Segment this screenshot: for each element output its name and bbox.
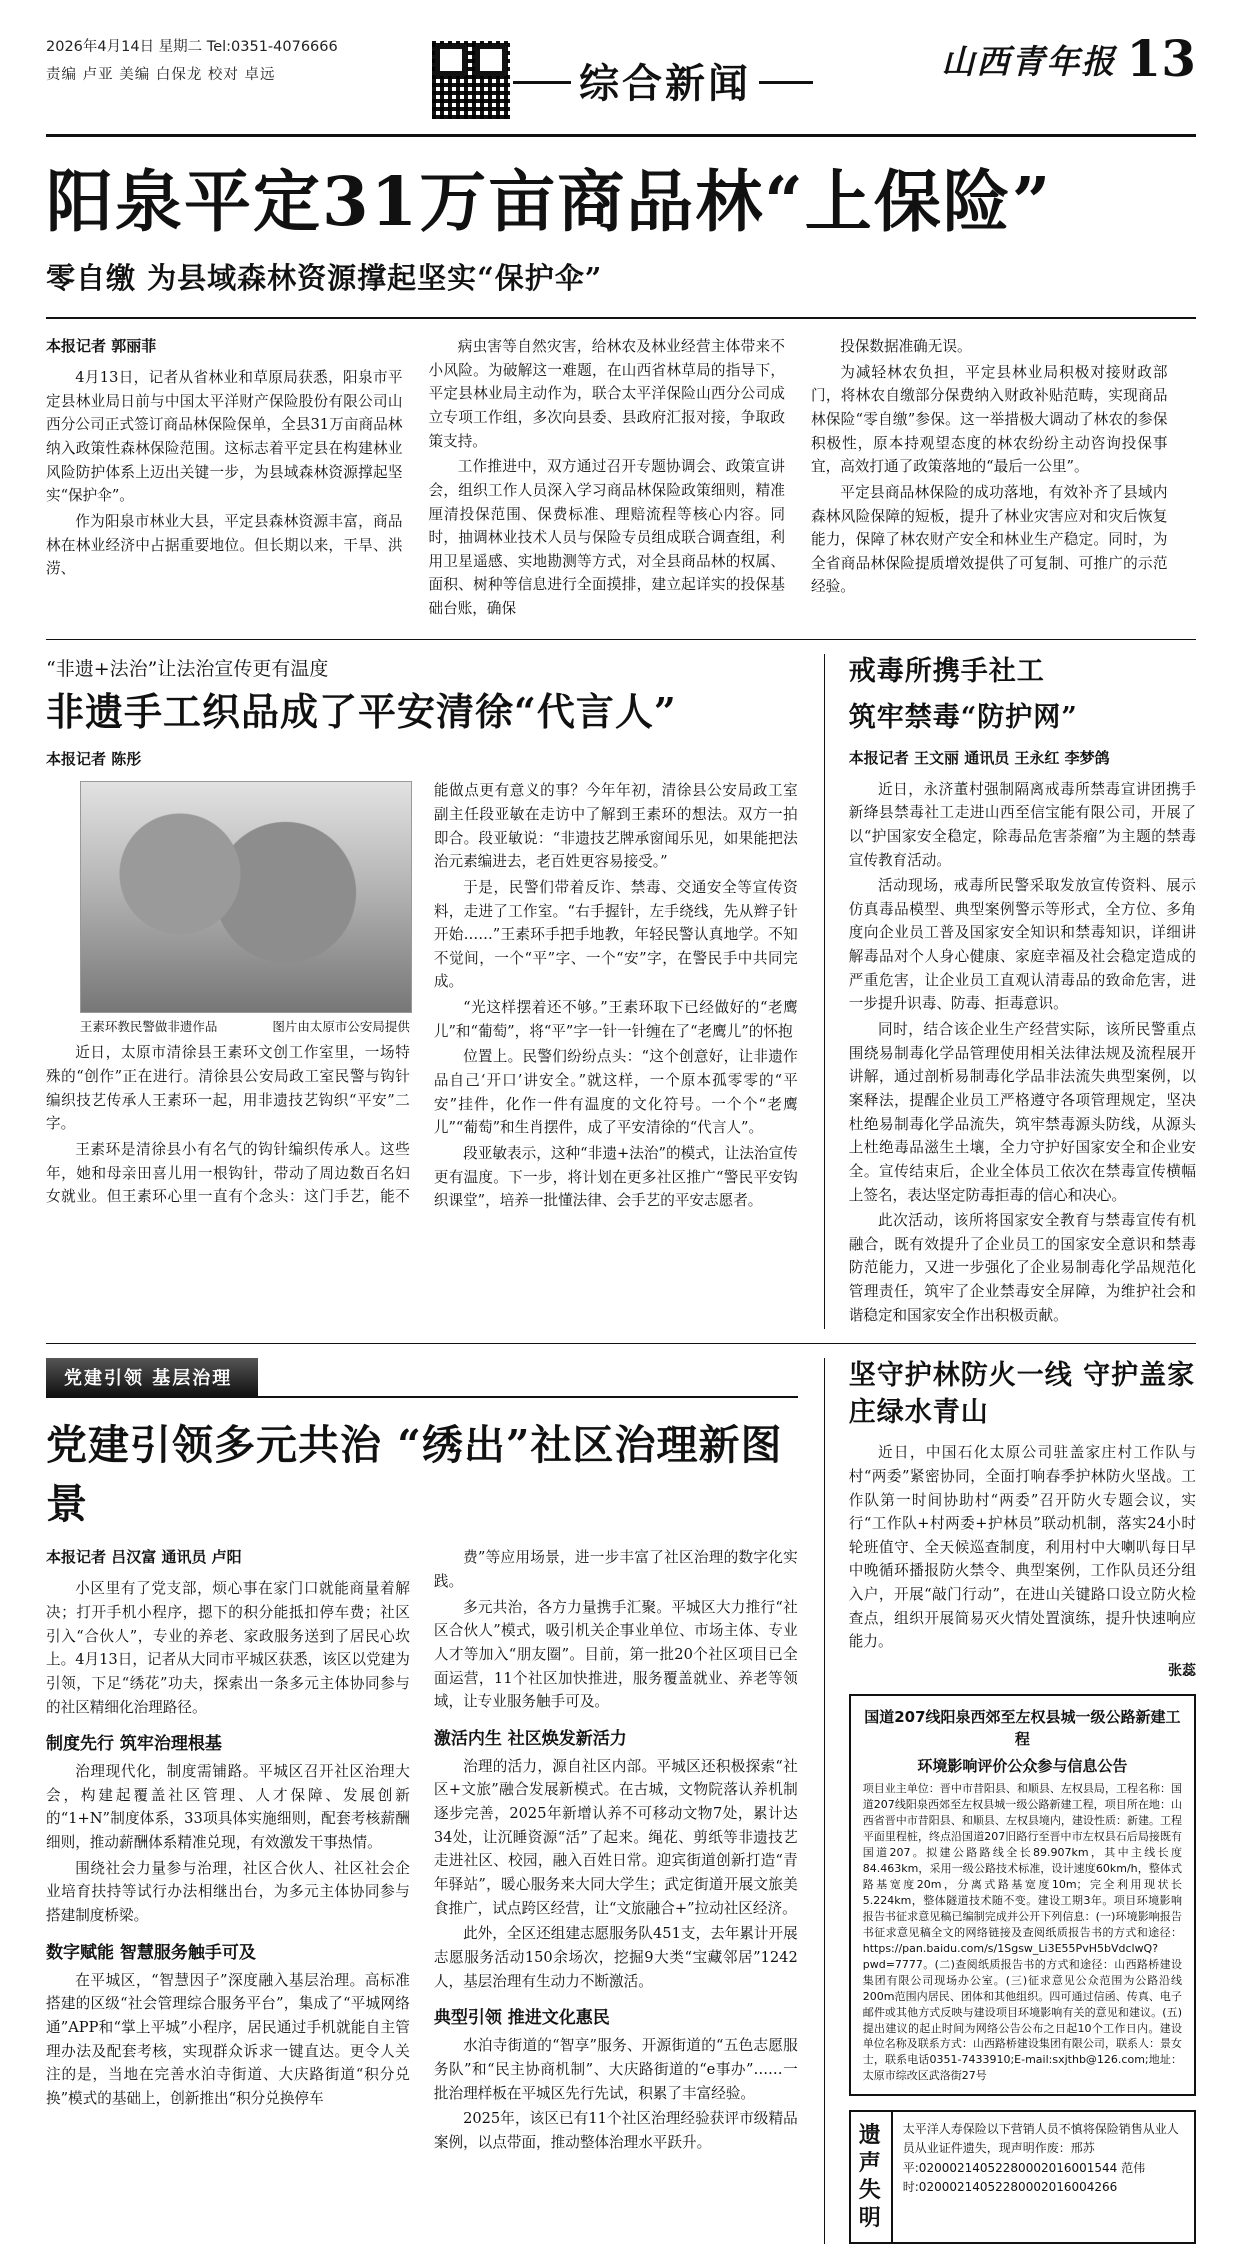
paragraph: 工作推进中，双方通过召开专题协调会、政策宣讲会，组织工作人员深入学习商品林保险政策细则，精准厘清投保范围、保费标准、理赔流程等核心内容。同时，抽调林业技术人员与保险专员组成联合调查组，利用卫星遥感、实地勘测等方式，对全县商品林的权属、面积、树种等信息进行全面摸排，建立起详实的投保基础台账，确保 bbox=[428, 458, 785, 618]
subheading: 典型引领 推进文化惠民 bbox=[433, 2008, 610, 2029]
lead-column-2 bbox=[429, 335, 786, 623]
article-headline: 非遗手工织品成了平安清徐“代言人” bbox=[46, 688, 677, 734]
subheading: 数字赋能 智慧服务触手可及 bbox=[46, 1942, 256, 1963]
divider-right bbox=[759, 81, 813, 84]
article-signature: 张蕊 bbox=[1168, 1662, 1196, 1679]
paragraph: 王素环是清徐县小有名气的钩针编织传承人。这些年，她和母亲田喜儿用一根钩针，带动了周边数百名妇女就业。但王素环心里一直有个念头：这门手艺，能不能做点更有意义的事？今年年初，清徐县公安局政工室副主任段亚敏在走访中了解到王素环的想法。双方一拍即合。段亚敏说：“非遗技艺牌承窗闻乐见，如果能把法治元素编进去，老百姓更容易接受。” bbox=[46, 782, 798, 1206]
paragraph: 平定县商品林保险的成功落地，有效补齐了县域内森林风险保障的短板，提升了林业灾害应对和灾后恢复能力，保障了林农财产安全和林业生产稳定。同时，为全省商品林保险提质增效提供了可复制、可推广的示范经验。 bbox=[811, 483, 1168, 596]
paragraph: 治理现代化，制度需铺路。平城区召开社区治理大会，构建起覆盖社区管理、人才保障、发展创新的“1+N”制度体系，33项具体实施细则，配套考核薪酬细则，推动薪酬体系精准兑现，有效激发干事热情。 bbox=[46, 1763, 410, 1852]
masthead bbox=[0, 0, 1242, 122]
paragraph: 费”等应用场景，进一步丰富了社区治理的数字化实践。 bbox=[433, 1549, 798, 1590]
paragraph: 水泊寺街道的“智享”服务、开源街道的“五色志愿服务队”和“民主协商机制”、大庆路街道的“e事办”……一批治理样板在平城区先行先试，积累了丰富经验。 bbox=[433, 2037, 798, 2102]
paragraph: 近日，中国石化太原公司驻盖家庄村工作队与村“两委”紧密协同，全面打响春季护林防火坚战。工作队第一时间协助村“两委”召开防火专题会议，实行“工作队+村两委+护林员”联动机制，落实24小时轮班值守、全天候巡查制度，利用村中大喇叭每日早中晚循环播报防火禁令、典型案例，工作队员还分组入户，开展“敲门行动”，在进山关键路口设立防火检查点，组织开展简易灭火情处置演练，提升快速响应能力。 bbox=[848, 1444, 1196, 1651]
loss-declaration-ad bbox=[849, 2110, 1196, 2244]
paragraph: 2025年，该区已有11个社区治理经验获评市级精品案例，以点带面，推动整体治理水平跃升。 bbox=[433, 2110, 798, 2151]
photo-credit: 图片由太原市公安局提供 bbox=[272, 1019, 410, 1035]
article-headline: 党建引领多元共治 “绣出”社区治理新图景 bbox=[46, 1421, 783, 1529]
forest-fire-article bbox=[824, 1358, 1196, 2244]
lower-section bbox=[0, 1344, 1242, 2244]
ad-title-line2: 失明 bbox=[858, 2178, 883, 2231]
notice-body: 项目业主单位：晋中市昔阳县、和顺县、左权县局，工程名称：国道207线阳泉西郊至左权县城一级公路新建工程，项目所在地：山西省晋中市昔阳县、和顺县、左权县境内，建设性质：新建。工程平面里程桩，终点沿国道207旧路行至晋中市左权县石后局接既有国道207。拟建公路路线全长89.907km，其中主线长度84.463km，采用一级公路技术标准，设计速度60km/h，整体式路基宽度20m，分离式路基宽度10m；完全利用现状长5.224km，整体隧道技术随不变。建设工期3年。项目环境影响报告书征求意见稿已编制完成并公开下列信息：(一)环境影响报告书征求意见稿全文的网络链接及查阅纸质报告书的方式和途径：https://pan.baidu.com/s/1Sgsw_Li3E55PvH5bVdclwQ?pwd=7777。(二)查阅纸质报告书的方式和途径：山西路桥建设集团有限公司现场办公室。(三)征求意见公众范围为公路沿线200m范围内居民、团体和其他组织。四可通过信函、传真、电子邮件或其他方式反映与建设项目环境影响有关的意见和建议。(五)提出建议的起止时间为网络公告公布之日起10个工作日内。建设单位名称及联系方式：山西路桥建设集团有限公司，联系人：景女士，联系电话0351-7433910;E-mail:sxjthb@126.com;地址：太原市综改区武洛街27号 bbox=[862, 1782, 1182, 2083]
lead-byline: 本报记者 郭丽菲 bbox=[46, 337, 157, 356]
date-line: 2026年4月14日 星期二 Tel:0351-4076666 bbox=[46, 39, 338, 55]
paragraph: “光这样摆着还不够。”王素环取下已经做好的“老鹰儿”和“葡萄”，将“平”字一针一针缠在了“老鹰儿”的怀抱 bbox=[433, 999, 798, 1040]
ad-body: 太平洋人寿保险以下营销人员不慎将保险销售从业人员从业证件遗失，现声明作废：邢苏平:02000214052280002016001544 范伟时:02000214052280002016004266 bbox=[902, 2122, 1179, 2194]
article-byline: 本报记者 王文丽 通讯员 王永红 李梦鸽 bbox=[848, 748, 1110, 767]
paragraph: 治理的活力，源自社区内部。平城区还积极探索“社区+文旅”融合发展新模式。在古城，文物院落认养机制逐步完善，2025年新增认养不可移动文物7处，累计达34处，让沉睡资源“活”了起来。绳花、剪纸等非遗技艺走进社区、校园，融入百姓日常。迎宾街道创新打造“青年驿站”，暖心服务来大同大学生；武定街道开展文旅美食推广，试点跨区经营，让“文旅融合+”拉动社区经济。 bbox=[433, 1757, 798, 1917]
news-photo bbox=[80, 781, 412, 1013]
lead-headline: 阳泉平定31万亩商品林“上保险” bbox=[46, 162, 1053, 241]
paragraph: 小区里有了党支部，烦心事在家门口就能商量着解决；打开手机小程序，摁下的积分能抵扣停车费；社区引入“合伙人”，专业的养老、家政服务送到了居民心坎上。4月13日，记者从大同市平城区获悉，该区以党建为引领，下足“绣花”功夫，探索出一条多元主体协同参与的社区精细化治理路径。 bbox=[46, 1580, 410, 1716]
lead-article bbox=[0, 137, 1242, 297]
paragraph: 此次活动，该所将国家安全教育与禁毒宣传有机融合，既有效提升了企业员工的国家安全意识和禁毒防范能力，又进一步强化了企业易制毒化学品规范化管理责任，筑牢了企业禁毒安全屏障，为维护社会和谐稳定和国家安全作出积极贡献。 bbox=[848, 1212, 1196, 1324]
lead-column-3 bbox=[811, 335, 1168, 623]
drug-rehab-article bbox=[824, 654, 1196, 1330]
article-headline-line1: 戒毒所携手社工 bbox=[848, 655, 1045, 687]
party-building-article bbox=[46, 1358, 798, 2244]
paragraph: 于是，民警们带着反诈、禁毒、交通安全等宣传资料，走进了工作室。“右手握针，左手绕线，先从辫子针开始……”王素环手把手地教，年轻民警认真地学。不知不觉间，一个“平”字、一个“安”字，在警民手中共同完成。 bbox=[433, 878, 798, 991]
paragraph: 4月13日，记者从省林业和草原局获悉，阳泉市平定县林业局日前与中国太平洋财产保险股份有限公司山西分公司正式签订商品林保险保单，全县31万亩商品林纳入政策性森林保险范围。这标志着平定县在构建林业风险防护体系上迈出关键一步，为县域森林资源撑起坚实“保护伞”。 bbox=[46, 369, 403, 505]
credits-line: 责编 卢亚 美编 白保龙 校对 卓远 bbox=[46, 66, 276, 83]
paragraph: 围绕社会力量参与治理，社区合伙人、社区社会企业培育扶持等试行办法相继出台，为多元主体协同参与搭建制度桥梁。 bbox=[46, 1859, 410, 1925]
subheading: 激活内生 社区焕发新活力 bbox=[433, 1728, 627, 1749]
middle-section bbox=[0, 640, 1242, 1330]
paragraph: 近日，太原市清徐县王素环文创工作室里，一场特殊的“创作”正在进行。清徐县公安局政工室民警与钩针编织技艺传承人王素环一起，用非遗技艺钩织“平安”二字。 bbox=[46, 1044, 410, 1133]
lead-columns bbox=[0, 319, 1242, 623]
ad-title-line1: 遗声 bbox=[858, 2123, 883, 2176]
paragraph: 同时，结合该企业生产经营实际，该所民警重点围绕易制毒化学品管理使用相关法律法规及流程展开讲解，通过剖析易制毒化学品非法流失典型案例，以案释法，提醒企业员工严格遵守各项管理规定，坚决杜绝易制毒化学品流失，筑牢禁毒源头防线，从源头上杜绝毒品滋生土壤，全力守护好国家安全和企业安全。宣传结束后，企业全体员工依次在禁毒宣传横幅上签名，表达坚定防毒拒毒的信心和决心。 bbox=[848, 1021, 1196, 1204]
paragraph: 位置上。民警们纷纷点头：“这个创意好，让非遗作品自己‘开口’讲安全。”就这样，一个原本孤零零的“平安”挂件，化作一件有温度的文化符号。一个个“老鹰儿”“葡萄”和生肖摆件，成了平安清徐的“代言人”。 bbox=[433, 1048, 798, 1137]
article-body bbox=[46, 779, 798, 1213]
public-notice-box bbox=[849, 1694, 1196, 2096]
notice-title-line2: 环境影响评价公众参与信息公告 bbox=[917, 1756, 1128, 1775]
paragraph: 活动现场，戒毒所民警采取发放宣传资料、展示仿真毒品模型、典型案例警示等形式，全方位、多角度向企业员工普及国家安全知识和禁毒知识，详细讲解毒品对个人身心健康、家庭幸福及社会稳定造成的严重危害，让企业员工直观认清毒品的致命危害，进一步提升识毒、防毒、拒毒意识。 bbox=[848, 877, 1196, 1013]
paragraph: 在平城区，“智慧因子”深度融入基层治理。高标准搭建的区级“社会管理综合服务平台”，集成了“平城网络通”APP和“掌上平城”小程序，居民通过手机就能自主管理办法及配套考核，实现群众诉求一键直达。更令人关注的是，当地在完善水泊寺街道、大庆路街道“积分兑换”模式的基础上，创新推出“积分兑换停车 bbox=[46, 1971, 410, 2107]
subheading: 制度先行 筑牢治理根基 bbox=[46, 1734, 222, 1755]
article-byline: 本报记者 陈彤 bbox=[46, 750, 142, 769]
qr-code-icon[interactable] bbox=[429, 38, 513, 122]
masthead-left bbox=[46, 34, 376, 89]
article-byline: 本报记者 吕汉富 通讯员 卢阳 bbox=[46, 1548, 242, 1567]
paragraph: 段亚敏表示，这种“非遗+法治”的模式，让法治宣传更有温度。下一步，将计划在更多社区推广“警民平安钩织课堂”，培养一批懂法律、会手艺的平安志愿者。 bbox=[433, 1144, 798, 1210]
paragraph: 多元共治，各方力量携手汇聚。平城区大力推行“社区合伙人”模式，吸引机关企事业单位、市场主体、专业人才等加入“朋友圈”。目前，第一批20个社区项目已全面运营，11个社区加快推进，服务覆盖就业、养老等领域，让专业服务触手可及。 bbox=[433, 1598, 798, 1711]
article-headline-line2: 筑牢禁毒“防护网” bbox=[848, 702, 1078, 734]
page-number: 13 bbox=[1126, 29, 1196, 88]
paragraph: 投保数据准确无误。 bbox=[840, 338, 972, 356]
tag-bar-wrap bbox=[46, 1358, 798, 1398]
divider-left bbox=[513, 81, 571, 84]
notice-title-line1: 国道207线阳泉西郊至左权县城一级公路新建工程 bbox=[864, 1707, 1181, 1749]
article-body bbox=[46, 1546, 798, 2154]
lead-subhead: 零自缴 为县域森林资源撑起坚实“保护伞” bbox=[46, 261, 603, 296]
section-header bbox=[376, 34, 866, 122]
paper-name: 山西青年报 bbox=[941, 41, 1117, 81]
photo-caption-text: 王素环教民警做非遗作品 bbox=[79, 1019, 218, 1035]
photo-block bbox=[80, 781, 410, 1035]
paragraph: 此外，全区还组建志愿服务队451支，去年累计开展志愿服务活动150余场次，挖掘9大类“宝藏邻居”1242人，基层治理有生动力不断激活。 bbox=[433, 1925, 798, 1990]
article-headline: 坚守护林防火一线 守护盖家庄绿水青山 bbox=[848, 1360, 1196, 1428]
paragraph: 为减轻林农负担，平定县林业局积极对接财政部门，将林农自缴部分保费纳入财政补贴范畴，实现商品林保险“零自缴”参保。这一举措极大调动了林农的参保积极性，原本持观望态度的林农纷纷主动咨询投保事宜，高效打通了政策落地的“最后一公里”。 bbox=[811, 363, 1168, 476]
article-kicker: “非遗+法治”让法治宣传更有温度 bbox=[46, 657, 329, 680]
paragraph: 作为阳泉市林业大县，平定县森林资源丰富，商品林在林业经济中占据重要地位。但长期以来，干旱、洪涝、 bbox=[46, 512, 403, 578]
section-tag: 党建引领 基层治理 bbox=[46, 1358, 258, 1396]
paragraph: 病虫害等自然灾害，给林农及林业经营主体带来不小风险。为破解这一难题，在山西省林草局的指导下，平定县林业局主动作为，联合太平洋保险山西分公司成立专项工作组，多次向县委、县政府汇报对接，争取政策支持。 bbox=[428, 338, 785, 450]
lead-column-1 bbox=[46, 335, 403, 623]
paragraph: 近日，永济董村强制隔离戒毒所禁毒宣讲团携手新绛县禁毒社工走进山西至信宝能有限公司，开展了以“护国家安全稳定，除毒品危害荼瘤”为主题的禁毒宣传教育活动。 bbox=[848, 780, 1196, 869]
section-title: 综合新闻 bbox=[579, 59, 751, 107]
nonheritage-article bbox=[46, 654, 798, 1330]
ad-title bbox=[851, 2112, 893, 2242]
masthead-right bbox=[866, 29, 1196, 88]
photo-caption bbox=[80, 1017, 410, 1035]
